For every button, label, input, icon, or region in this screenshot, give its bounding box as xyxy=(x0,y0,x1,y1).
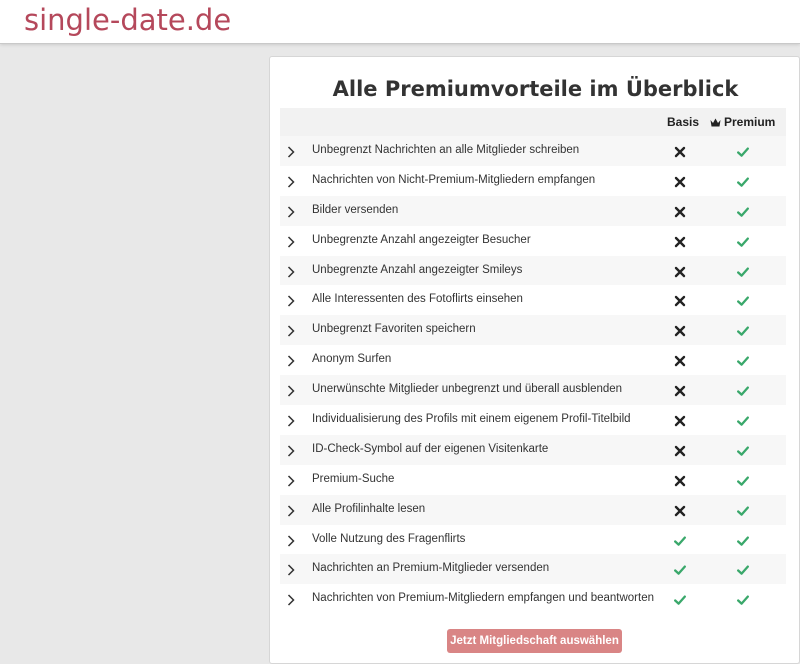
premium-check-icon xyxy=(737,265,749,277)
basis-check-icon xyxy=(674,563,686,575)
benefit-row[interactable] xyxy=(280,375,786,405)
benefit-label: Unbegrenzt Favoriten speichern xyxy=(312,323,476,336)
basis-cross-icon xyxy=(674,444,686,456)
column-header-premium xyxy=(710,115,775,129)
benefit-row[interactable] xyxy=(280,525,786,555)
benefit-label: Unerwünschte Mitglieder unbegrenzt und überall ausblenden xyxy=(312,383,623,396)
site-header xyxy=(0,0,800,44)
chevron-right-icon[interactable] xyxy=(287,175,295,187)
benefit-label: Volle Nutzung des Fragenflirts xyxy=(312,532,466,545)
premium-check-icon xyxy=(737,324,749,336)
chevron-right-icon[interactable] xyxy=(287,534,295,546)
premium-check-icon xyxy=(737,175,749,187)
basis-check-icon xyxy=(674,534,686,546)
benefit-row[interactable] xyxy=(280,584,786,614)
benefit-row[interactable] xyxy=(280,405,786,435)
benefit-row[interactable] xyxy=(280,166,786,196)
premium-check-icon xyxy=(737,444,749,456)
benefit-label: Unbegrenzt Nachrichten an alle Mitglieder schreiben xyxy=(312,144,580,156)
benefit-label: Nachrichten an Premium-Mitglieder versenden xyxy=(312,562,550,575)
benefit-label: Anonym Surfen xyxy=(312,353,392,366)
benefit-row[interactable] xyxy=(280,136,786,166)
premium-check-icon xyxy=(737,504,749,516)
page-title: Alle Premiumvorteile im Überblick xyxy=(332,77,739,101)
premium-check-icon xyxy=(737,354,749,366)
basis-check-icon xyxy=(674,593,686,605)
basis-cross-icon xyxy=(674,205,686,217)
premium-check-icon xyxy=(737,235,749,247)
benefit-row[interactable] xyxy=(280,315,786,345)
premium-check-icon xyxy=(737,474,749,486)
crown-icon xyxy=(710,118,721,127)
chevron-right-icon[interactable] xyxy=(287,324,295,336)
basis-cross-icon xyxy=(674,145,686,157)
basis-cross-icon xyxy=(674,175,686,187)
premium-benefits-panel xyxy=(269,56,800,664)
chevron-right-icon[interactable] xyxy=(287,444,295,456)
premium-check-icon xyxy=(737,563,749,575)
chevron-right-icon[interactable] xyxy=(287,414,295,426)
benefit-row[interactable] xyxy=(280,345,786,375)
column-header-premium-label: Premium xyxy=(724,115,776,129)
chevron-right-icon[interactable] xyxy=(287,504,295,516)
chevron-right-icon[interactable] xyxy=(287,265,295,277)
chevron-right-icon[interactable] xyxy=(287,294,295,306)
benefit-label: Unbegrenzte Anzahl angezeigter Smileys xyxy=(312,263,523,276)
premium-check-icon xyxy=(737,145,749,157)
benefit-row[interactable] xyxy=(280,196,786,226)
basis-cross-icon xyxy=(674,235,686,247)
benefits-table xyxy=(280,108,786,614)
benefit-label: Nachrichten von Premium-Mitgliedern empfangen und beantworten xyxy=(312,592,654,605)
benefit-label: Nachrichten von Nicht-Premium-Mitgliedern empfangen xyxy=(312,173,596,186)
premium-check-icon xyxy=(737,414,749,426)
table-header xyxy=(280,108,786,136)
chevron-right-icon[interactable] xyxy=(287,563,295,575)
benefit-label: Premium-Suche xyxy=(312,472,395,485)
premium-check-icon xyxy=(737,534,749,546)
premium-check-icon xyxy=(737,294,749,306)
benefit-label: Bilder versenden xyxy=(312,203,399,216)
premium-check-icon xyxy=(737,384,749,396)
premium-check-icon xyxy=(737,593,749,605)
basis-cross-icon xyxy=(674,294,686,306)
chevron-right-icon[interactable] xyxy=(287,205,295,217)
chevron-right-icon[interactable] xyxy=(287,235,295,247)
chevron-right-icon[interactable] xyxy=(287,145,295,157)
premium-check-icon xyxy=(737,205,749,217)
chevron-right-icon[interactable] xyxy=(287,384,295,396)
basis-cross-icon xyxy=(674,504,686,516)
benefit-row[interactable] xyxy=(280,554,786,584)
benefit-row[interactable] xyxy=(280,435,786,465)
site-logo[interactable]: single-date.de xyxy=(24,3,232,37)
column-header-basis: Basis xyxy=(667,115,700,129)
benefit-label: Unbegrenzte Anzahl angezeigter Besucher xyxy=(312,233,531,246)
benefit-label: Alle Profilinhalte lesen xyxy=(312,502,426,515)
basis-cross-icon xyxy=(674,265,686,277)
basis-cross-icon xyxy=(674,474,686,486)
benefit-row[interactable] xyxy=(280,256,786,286)
basis-cross-icon xyxy=(674,414,686,426)
benefit-label: Alle Interessenten des Fotoflirts einsehen xyxy=(312,293,523,306)
benefit-row[interactable] xyxy=(280,495,786,525)
chevron-right-icon[interactable] xyxy=(287,593,295,605)
benefit-label: Individualisierung des Profils mit einem eigenem Profil-Titelbild xyxy=(312,413,631,426)
benefit-row[interactable] xyxy=(280,285,786,315)
chevron-right-icon[interactable] xyxy=(287,354,295,366)
basis-cross-icon xyxy=(674,354,686,366)
benefit-row[interactable] xyxy=(280,226,786,256)
benefit-label: ID-Check-Symbol auf der eigenen Visitenkarte xyxy=(312,442,549,455)
benefits-rows xyxy=(280,136,786,614)
chevron-right-icon[interactable] xyxy=(287,474,295,486)
basis-cross-icon xyxy=(674,384,686,396)
basis-cross-icon xyxy=(674,324,686,336)
benefit-row[interactable] xyxy=(280,465,786,495)
select-membership-button[interactable]: Jetzt Mitgliedschaft auswählen xyxy=(447,629,622,653)
